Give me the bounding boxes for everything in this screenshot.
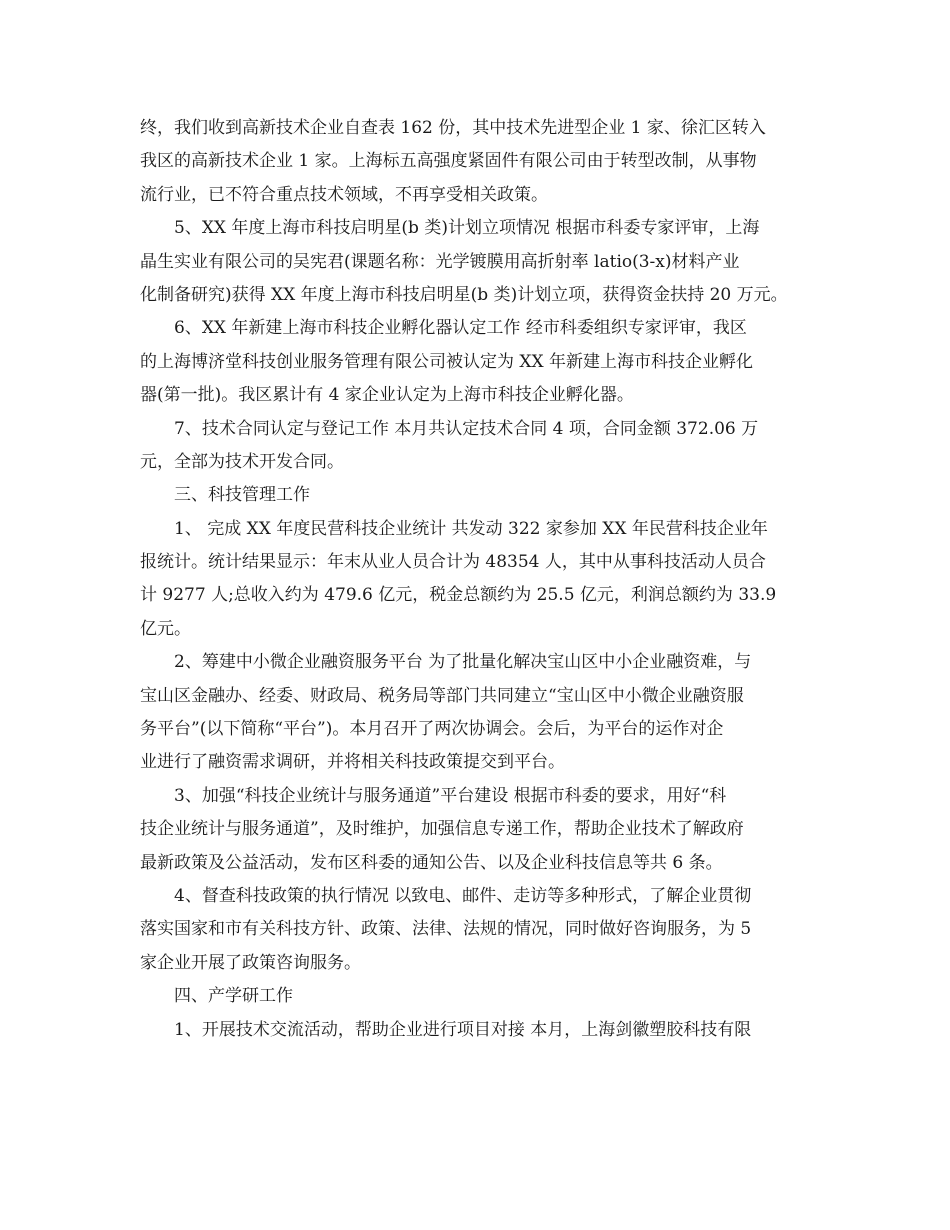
text-line: 业进行了融资需求调研，并将相关科技政策提交到平台。 bbox=[140, 752, 565, 773]
text-line: 落实国家和市有关科技方针、政策、法律、法规的情况，同时做好咨询服务，为 5 bbox=[140, 919, 752, 940]
text-line: 流行业，已不符合重点技术领域，不再享受相关政策。 bbox=[140, 184, 548, 205]
text-line: 器(第一批)。我区累计有 4 家企业认定为上海市科技企业孵化器。 bbox=[140, 385, 634, 406]
text-line: 四、产学研工作 bbox=[174, 986, 293, 1007]
text-line: 亿元。 bbox=[140, 618, 191, 639]
text-line: 报统计。统计结果显示：年末从业人员合计为 48354 人，其中从事科技活动人员合 bbox=[140, 552, 766, 573]
text-line: 7、技术合同认定与登记工作 本月共认定技术合同 4 项，合同金额 372.06 万 bbox=[174, 418, 759, 439]
text-line: 最新政策及公益活动，发布区科委的通知公告、以及企业科技信息等共 6 条。 bbox=[140, 852, 723, 873]
text-line: 务平台”(以下简称“平台”)。本月召开了两次协调会。会后，为平台的运作对企 bbox=[140, 719, 724, 740]
text-line: 4、督查科技政策的执行情况 以致电、邮件、走访等多种形式，了解企业贯彻 bbox=[174, 885, 752, 906]
text-line: 我区的高新技术企业 1 家。上海标五高强度紧固件有限公司由于转型改制，从事物 bbox=[140, 151, 757, 172]
text-line: 5、XX 年度上海市科技启明星(b 类)计划立项情况 根据市科委专家评审，上海 bbox=[174, 218, 760, 239]
text-line: 技企业统计与服务通道”，及时维护，加强信息专递工作，帮助企业技术了解政府 bbox=[140, 819, 744, 840]
text-line: 终，我们收到高新技术企业自查表 162 份，其中技术先进型企业 1 家、徐汇区转入 bbox=[140, 118, 766, 138]
text-line: 3、加强“科技企业统计与服务通道”平台建设 根据市科委的要求，用好“科 bbox=[174, 785, 727, 806]
text-line: 6、XX 年新建上海市科技企业孵化器认定工作 经市科委组织专家评审，我区 bbox=[174, 318, 747, 339]
text-line: 宝山区金融办、经委、财政局、税务局等部门共同建立“宝山区中小微企业融资服 bbox=[140, 685, 744, 706]
document-body bbox=[140, 112, 820, 1047]
text-line: 晶生实业有限公司的吴宪君(课题名称：光学镀膜用高折射率 latio(3-x)材料产业 bbox=[140, 251, 740, 272]
text-line: 2、筹建中小微企业融资服务平台 为了批量化解决宝山区中小企业融资难，与 bbox=[174, 652, 752, 673]
text-line: 1、开展技术交流活动，帮助企业进行项目对接 本月，上海剑徽塑胶科技有限 bbox=[174, 1019, 752, 1040]
text-line: 的上海博济堂科技创业服务管理有限公司被认定为 XX 年新建上海市科技企业孵化 bbox=[140, 351, 754, 372]
text-line: 化制备研究)获得 XX 年度上海市科技启明星(b 类)计划立项，获得资金扶持 20 万元。 bbox=[140, 284, 788, 305]
text-line: 三、科技管理工作 bbox=[174, 485, 310, 506]
text-line: 1、 完成 XX 年度民营科技企业统计 共发动 322 家参加 XX 年民营科技企业年 bbox=[174, 518, 768, 539]
text-line: 家企业开展了政策咨询服务。 bbox=[140, 952, 361, 973]
text-line: 计 9277 人;总收入约为 479.6 亿元，税金总额约为 25.5 亿元，利润总额约为 33.9 bbox=[140, 585, 777, 606]
text-line: 元，全部为技术开发合同。 bbox=[140, 451, 344, 472]
